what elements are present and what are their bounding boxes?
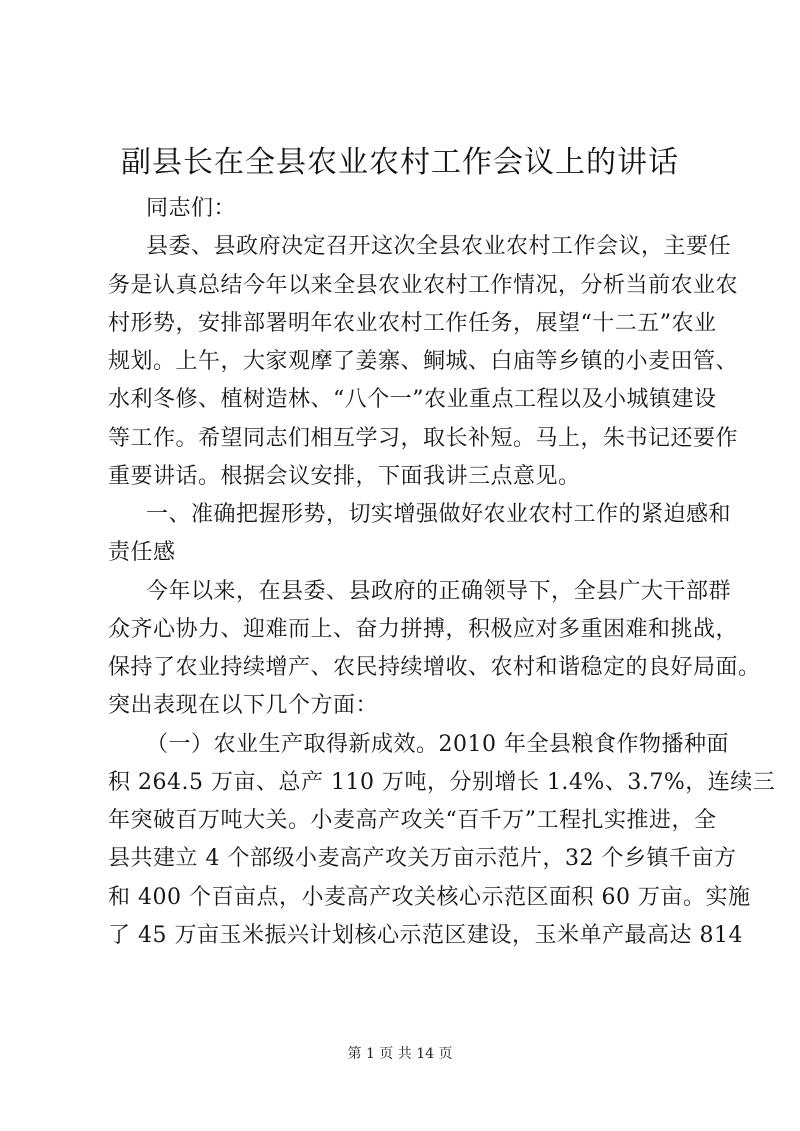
paragraph-line: 了 45 万亩玉米振兴计划核心示范区建设，玉米单产最高达 814 — [108, 923, 743, 948]
paragraph-line: 今年以来，在县委、县政府的正确领导下，全县广大干部群 — [146, 579, 732, 604]
paragraph-line: 保持了农业持续增产、农民持续增收、农村和谐稳定的良好局面。 — [108, 655, 761, 680]
paragraph-line: 县共建立 4 个部级小麦高产攻关万亩示范片，32 个乡镇千亩方 — [108, 846, 737, 871]
paragraph-line: 年突破百万吨大关。小麦高产攻关“百千万”工程扎实推进，全 — [108, 808, 717, 833]
paragraph-line: 水利冬修、植树造林、“八个一”农业重点工程以及小城镇建设 — [108, 387, 717, 412]
paragraph-line: 重要讲话。根据会议安排，下面我讲三点意见。 — [108, 464, 581, 489]
paragraph-line: （一）农业生产取得新成效。2010 年全县粮食作物播种面 — [146, 732, 729, 757]
paragraph-line: 和 400 个百亩点，小麦高产攻关核心示范区面积 60 万亩。实施 — [108, 885, 751, 910]
section-heading-line: 责任感 — [108, 540, 176, 565]
paragraph-line: 村形势，安排部署明年农业农村工作任务，展望“十二五”农业 — [108, 311, 717, 336]
paragraph-line: 积 264.5 万亩、总产 110 万吨，分别增长 1.4%、3.7%，连续三 — [108, 770, 776, 795]
section-heading-line: 一、准确把握形势，切实增强做好农业农村工作的紧迫感和 — [146, 502, 732, 527]
salutation: 同志们： — [146, 196, 237, 221]
paragraph-line: 务是认真总结今年以来全县农业农村工作情况，分析当前农业农 — [108, 273, 739, 298]
paragraph-line: 突出表现在以下几个方面： — [108, 693, 379, 718]
paragraph-line: 规划。上午，大家观摩了姜寨、鲖城、白庙等乡镇的小麦田管、 — [108, 349, 739, 374]
paragraph-line: 众齐心协力、迎难而上、奋力拼搏，积极应对多重困难和挑战， — [108, 617, 739, 642]
page-number-footer: 第 1 页 共 14 页 — [347, 1046, 453, 1062]
document-title: 副县长在全县农业农村工作会议上的讲话 — [121, 145, 679, 180]
paragraph-line: 县委、县政府决定召开这次全县农业农村工作会议，主要任 — [146, 234, 732, 259]
paragraph-line: 等工作。希望同志们相互学习，取长补短。马上，朱书记还要作 — [108, 426, 739, 451]
